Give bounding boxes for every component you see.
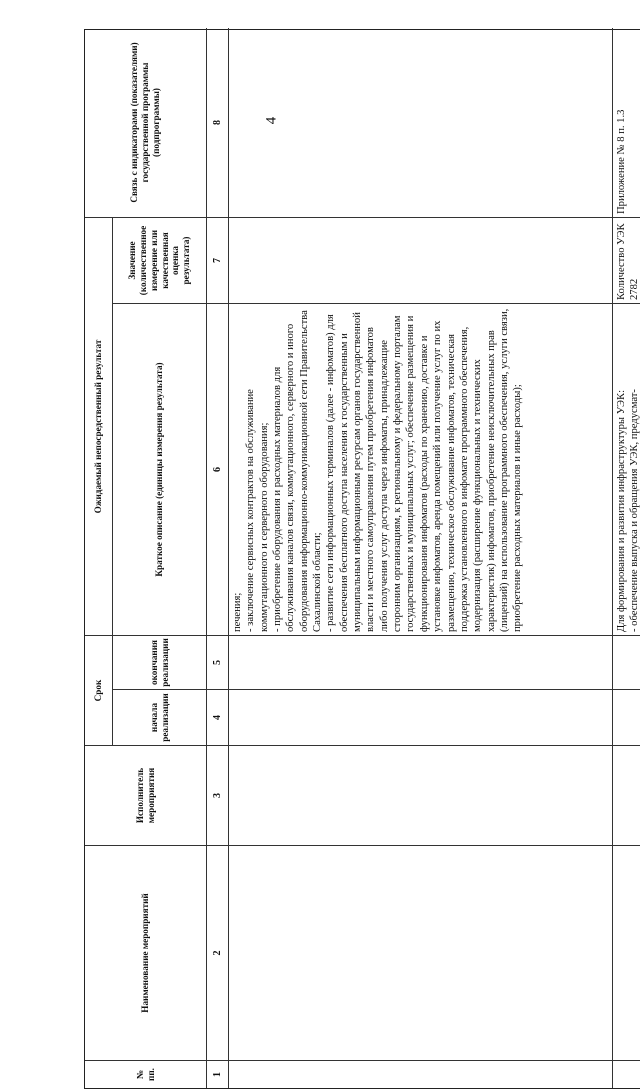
header-term: Срок: [85, 635, 113, 745]
row2-name: [613, 845, 640, 1060]
header-executor: Исполнитель мероприятия: [85, 745, 207, 845]
header-num: № пп.: [85, 1060, 207, 1088]
rotated-table-wrapper: [84, 29, 640, 1081]
row1-term-start: [229, 689, 613, 745]
header-term-end: окончания реализации: [113, 635, 207, 689]
header-expected: Ожидаемый непосредственный результат: [85, 217, 113, 635]
row1-value: [229, 217, 613, 303]
row2-value: Количество УЭК 2782: [613, 217, 640, 303]
header-term-start: начала реализации: [113, 689, 207, 745]
row1-link: [229, 28, 613, 217]
row2-term-start: [613, 689, 640, 745]
col-number-5: 5: [207, 635, 229, 689]
header-link: Связь с индикаторами (показателями) государственной программы (подпрограммы): [85, 28, 207, 217]
col-number-8: 8: [207, 28, 229, 217]
row1-description: печения; - заключение сервисных контрактов на обслуживание коммутационного и серверного оборудования; - приобретение оборудования и расходных материалов для обслуживания каналов связи, коммутационного, серверного и иного оборудования информационно-коммуникационной сети Правительства Сахалинской области; - развитие сети информационных терминалов (далее - инфоматов) для обеспечения бесплатного доступа населения к государственным и муниципальным информационным ресурсам органов государственной власти и местного самоуправления путем приобретения инфоматов либо получения услуг доступа через инфоматы, принадлежащие сторонним организациям, к региональному и федеральному порталам государственных и муниципальных услуг; обеспечение размещения и функционирования инфоматов (расходы по хранению, доставке и установке инфоматов, аренда помещений или получение услуг по их размещению, техническое обслуживание инфоматов, техническая поддержка установленного в инфомате программного обеспечения, модернизация (расширение функциональных и технических характеристик) инфоматов, приобретение неисключительных прав (лицензий) на использование программного обеспечения, услуги связи, приобретение расходных материалов и иные расходы);: [229, 303, 613, 635]
col-number-6: 6: [207, 303, 229, 635]
page-number: 4: [263, 116, 280, 125]
row1-num: [229, 1060, 613, 1088]
row2-num: [613, 1060, 640, 1088]
col-number-1: 1: [207, 1060, 229, 1088]
header-name: Наименование мероприятий: [85, 845, 207, 1060]
col-number-4: 4: [207, 689, 229, 745]
measures-table: [84, 29, 640, 1089]
header-expected-value: Значение (количественное измерение или качественная оценка результата): [113, 217, 207, 303]
header-expected-desc: Краткое описание (единицы измерения результата): [113, 303, 207, 635]
row2-link: Приложение № 8 п. 1.3: [616, 109, 627, 214]
row2-term-end: [613, 635, 640, 689]
row1-name: [229, 845, 613, 1060]
row1-executor: [229, 745, 613, 845]
row1-term-end: [229, 635, 613, 689]
col-number-7: 7: [207, 217, 229, 303]
col-number-3: 3: [207, 745, 229, 845]
row2-executor: [613, 745, 640, 845]
row2-description: Для формирования и развития инфраструктуры УЭК: - обеспечение выпуска и обращения УЭК, предусмат-: [613, 303, 640, 635]
col-number-2: 2: [207, 845, 229, 1060]
